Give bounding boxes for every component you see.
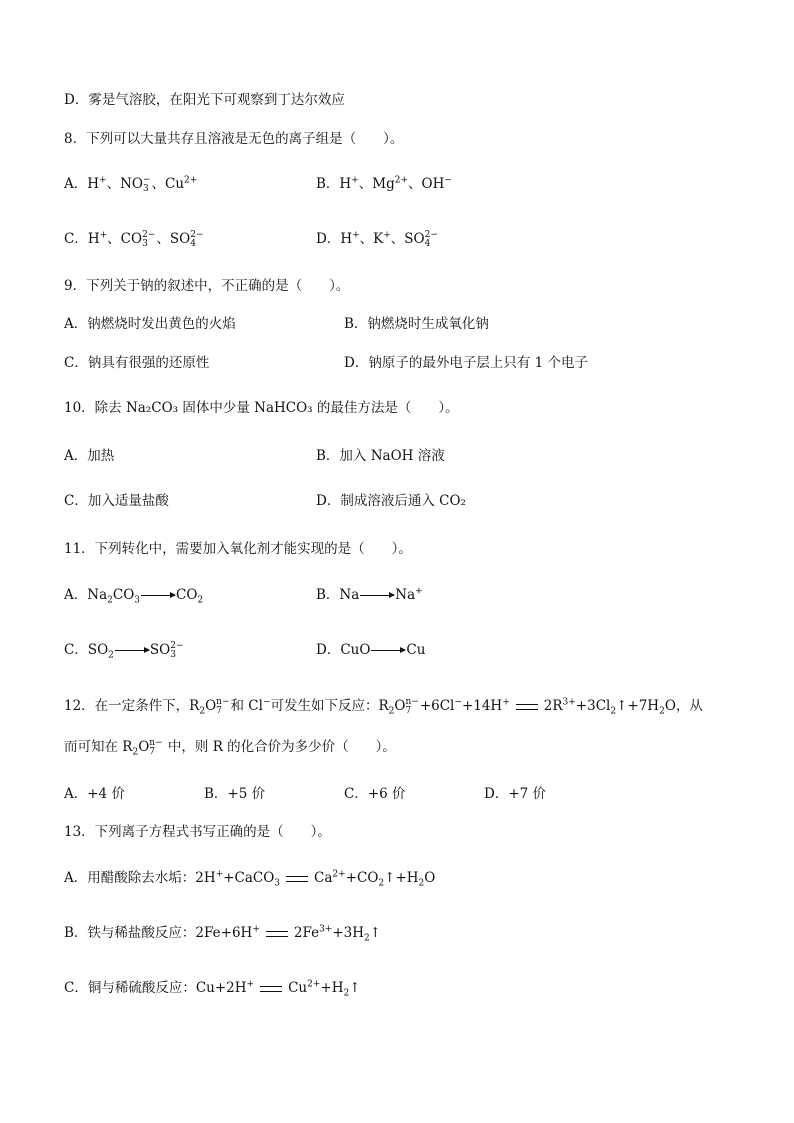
q11-option-b: B．Na Na+	[316, 586, 423, 603]
q8-option-b: B．H+、$Mg^{2+}$、OH−	[316, 175, 452, 192]
q10-option-c: C．加入适量盐酸	[64, 493, 169, 509]
q9-option-d: D．钠原子的最外电子层上只有 1 个电子	[344, 355, 588, 371]
q10-option-b: B．加入 NaOH 溶液	[316, 448, 445, 464]
q11-option-d: D．CuO Cu	[316, 642, 426, 658]
q11-stem: 11．下列转化中，需要加入氧化剂才能实现的是（ ）。	[64, 541, 412, 557]
equals-sign-icon	[266, 931, 288, 937]
q9-stem: 9．下列关于钠的叙述中，不正确的是（ ）。	[64, 278, 350, 294]
equals-sign-icon	[260, 986, 282, 992]
arrow-icon	[371, 650, 405, 651]
arrow-icon	[360, 595, 394, 596]
q12-stem-line1: 12．在一定条件下，$R_2O$ n− 7 和 Cl−可发生如下反应：$R_2O$ n− 7 +6Cl−+14H+ $2R^{3+}+3Cl_2↑+7H_2O$，从	[64, 696, 703, 717]
q10-option-d: D．制成溶液后通入 CO₂	[316, 493, 466, 509]
q13-option-c: C．铜与稀硫酸反应：Cu+2H+ $Cu^{2+}+H_2↑$	[64, 979, 361, 999]
q10-option-a: A．加热	[64, 448, 115, 464]
q8-option-a: A．H+、NO − 3 、$Cu^{2+}$	[64, 174, 198, 194]
q11-option-c: C．$SO_2$ SO 2− 3	[64, 640, 184, 661]
q12-option-d: D．+7 价	[484, 786, 547, 802]
q9-option-c: C．钠具有很强的还原性	[64, 355, 210, 371]
q9-option-b: B．钠燃烧时生成氧化钠	[344, 316, 489, 332]
equals-sign-icon	[516, 704, 538, 710]
q12-option-c: C．+6 价	[344, 786, 406, 802]
arrow-icon	[115, 650, 149, 651]
q13-stem: 13．下列离子方程式书写正确的是（ ）。	[64, 824, 331, 840]
q13-option-a: A．用醋酸除去水垢：2H++CaCO$_3$ $Ca^{2+}+CO_2↑+H_2O$	[64, 869, 436, 889]
q11-option-a: A．$Na_2CO_3$ $CO_2$	[64, 587, 204, 606]
q13-option-b: B．铁与稀盐酸反应：2Fe+6H+ $2Fe^{3+}+3H_2↑$	[64, 924, 382, 944]
q7-option-d: D．雾是气溶胶，在阳光下可观察到丁达尔效应	[64, 92, 345, 108]
q8-stem: 8．下列可以大量共存且溶液是无色的离子组是（ ）。	[64, 131, 404, 147]
q12-option-b: B．+5 价	[204, 786, 266, 802]
equals-sign-icon	[286, 876, 308, 882]
q12-option-a: A．+4 价	[64, 786, 125, 802]
q8-option-d: D．H+、K+、SO 2− 4	[316, 229, 438, 249]
q9-option-a: A．钠燃烧时发出黄色的火焰	[64, 316, 236, 332]
q8-option-c: C．H+、CO 2− 3 、SO 2− 4	[64, 229, 204, 249]
q12-stem-line2: 而可知在 $R_2O$ n− 7 中，则 R 的化合价为多少价（ ）。	[64, 737, 396, 758]
q10-stem: 10．除去 Na₂CO₃ 固体中少量 NaHCO₃ 的最佳方法是（ ）。	[64, 400, 459, 416]
arrow-icon	[141, 595, 175, 596]
